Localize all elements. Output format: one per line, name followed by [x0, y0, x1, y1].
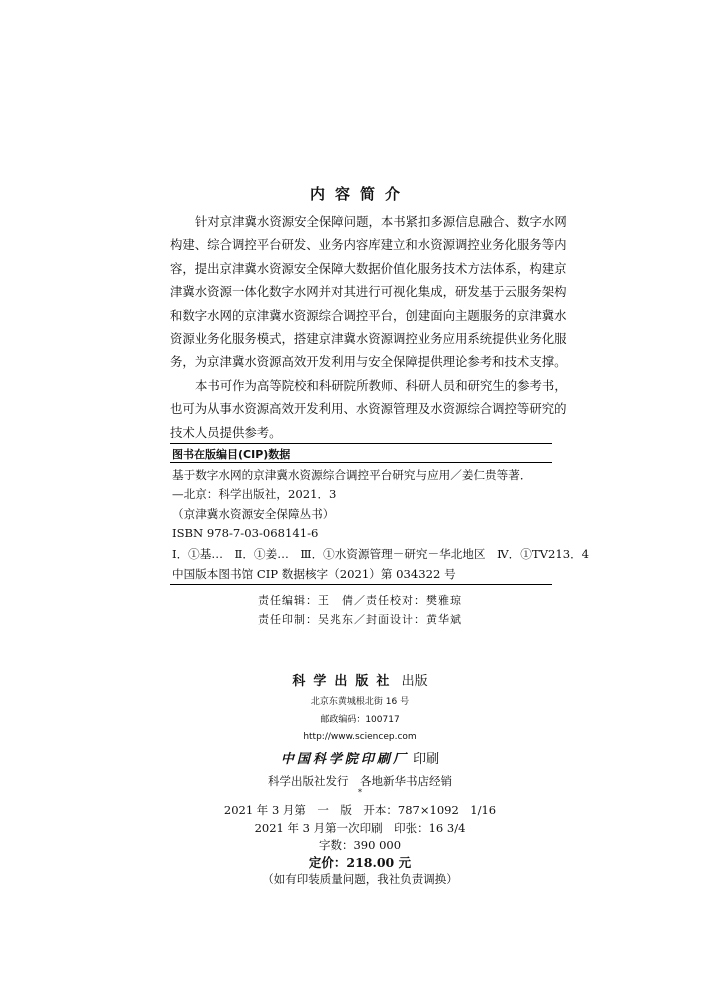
cip-line-cataloging: 中国版本图书馆 CIP 数据核字（2021）第 034322 号 — [172, 567, 456, 581]
paragraph-line: 技术人员提供参考。 — [170, 424, 282, 440]
paragraph-line: 本书可作为高等院校和科研院所教师、科研人员和研究生的参考书， — [195, 378, 567, 393]
paragraph-line: 和数字水网的京津冀水资源综合调控平台，创建面向主题服务的京津冀水 — [170, 307, 567, 323]
cip-heading: 图书在版编目(CIP)数据 — [172, 448, 291, 461]
publisher-url: http://www.sciencep.com — [303, 732, 417, 742]
publisher-suffix: 出版 — [401, 674, 428, 689]
cip-line-series: （京津冀水资源安全保障丛书） — [172, 507, 335, 521]
distribution-line: 科学出版社发行 各地新华书店经销 — [268, 774, 452, 788]
summary-paragraph-2 — [170, 374, 567, 444]
publisher-postcode: 邮政编码：100717 — [320, 715, 400, 725]
printer-logo: 中国科学院印刷厂 — [280, 752, 409, 767]
publisher-address: 北京东黄城根北街 16 号 — [310, 697, 410, 707]
cip-line-isbn: ISBN 978-7-03-068141-6 — [172, 526, 319, 540]
separator-mark: * — [358, 788, 362, 797]
paragraph-line: 资源业务化服务模式，搭建京津冀水资源调控业务应用系统提供业务化服 — [170, 330, 567, 346]
credits-line-2: 责任印制：吴兆东／封面设计：黄华斌 — [258, 613, 462, 626]
quality-notice: （如有印装质量问题，我社负责调换） — [262, 872, 458, 886]
price: 定价：218.00 元 — [308, 855, 412, 870]
credits-line-1: 责任编辑：王 倩／责任校对：樊雅琼 — [258, 594, 462, 607]
paragraph-line: 容，提出京津冀水资源安全保障大数据价值化服务技术方法体系，构建京 — [170, 260, 567, 276]
cip-bottom-rule — [170, 584, 552, 585]
paragraph-line: 构建、综合调控平台研发、业务内容库建立和水资源调控业务化服务等内 — [170, 237, 567, 253]
paragraph-line: 务，为京津冀水资源高效开发利用与安全保障提供理论参考和技术支撑。 — [170, 354, 567, 370]
publisher-logo: 科学出版社 — [292, 674, 398, 689]
paragraph-line: 针对京津冀水资源安全保障问题，本书紧扣多源信息融合、数字水网 — [195, 214, 567, 229]
cip-line-imprint: —北京：科学出版社，2021．3 — [172, 487, 337, 501]
summary-title: 内容简介 — [309, 185, 410, 203]
cip-line-subjects: Ⅰ．①基… Ⅱ．①姜… Ⅲ．①水资源管理－研究－华北地区 Ⅳ．①TV213．4 — [172, 547, 590, 561]
edition-line: 2021 年 3 月第 一 版 开本：787×1092 1/16 — [223, 803, 497, 817]
printer-line — [0, 748, 720, 767]
printing-line: 2021 年 3 月第一次印刷 印张：16 3/4 — [254, 821, 466, 835]
cip-heading-rule — [170, 462, 552, 463]
publisher-line — [0, 670, 720, 689]
paragraph-line: 也可为从事水资源高效开发利用、水资源管理及水资源综合调控等研究的 — [170, 401, 567, 417]
cip-top-rule — [170, 443, 552, 444]
summary-paragraph-1 — [170, 210, 567, 374]
cip-line-title: 基于数字水网的京津冀水资源综合调控平台研究与应用／姜仁贵等著． — [172, 468, 532, 482]
word-count: 字数：390 000 — [318, 838, 402, 852]
printer-suffix: 印刷 — [413, 752, 440, 767]
paragraph-line: 津冀水资源一体化数字水网并对其进行可视化集成，研发基于云服务架构 — [170, 284, 567, 300]
